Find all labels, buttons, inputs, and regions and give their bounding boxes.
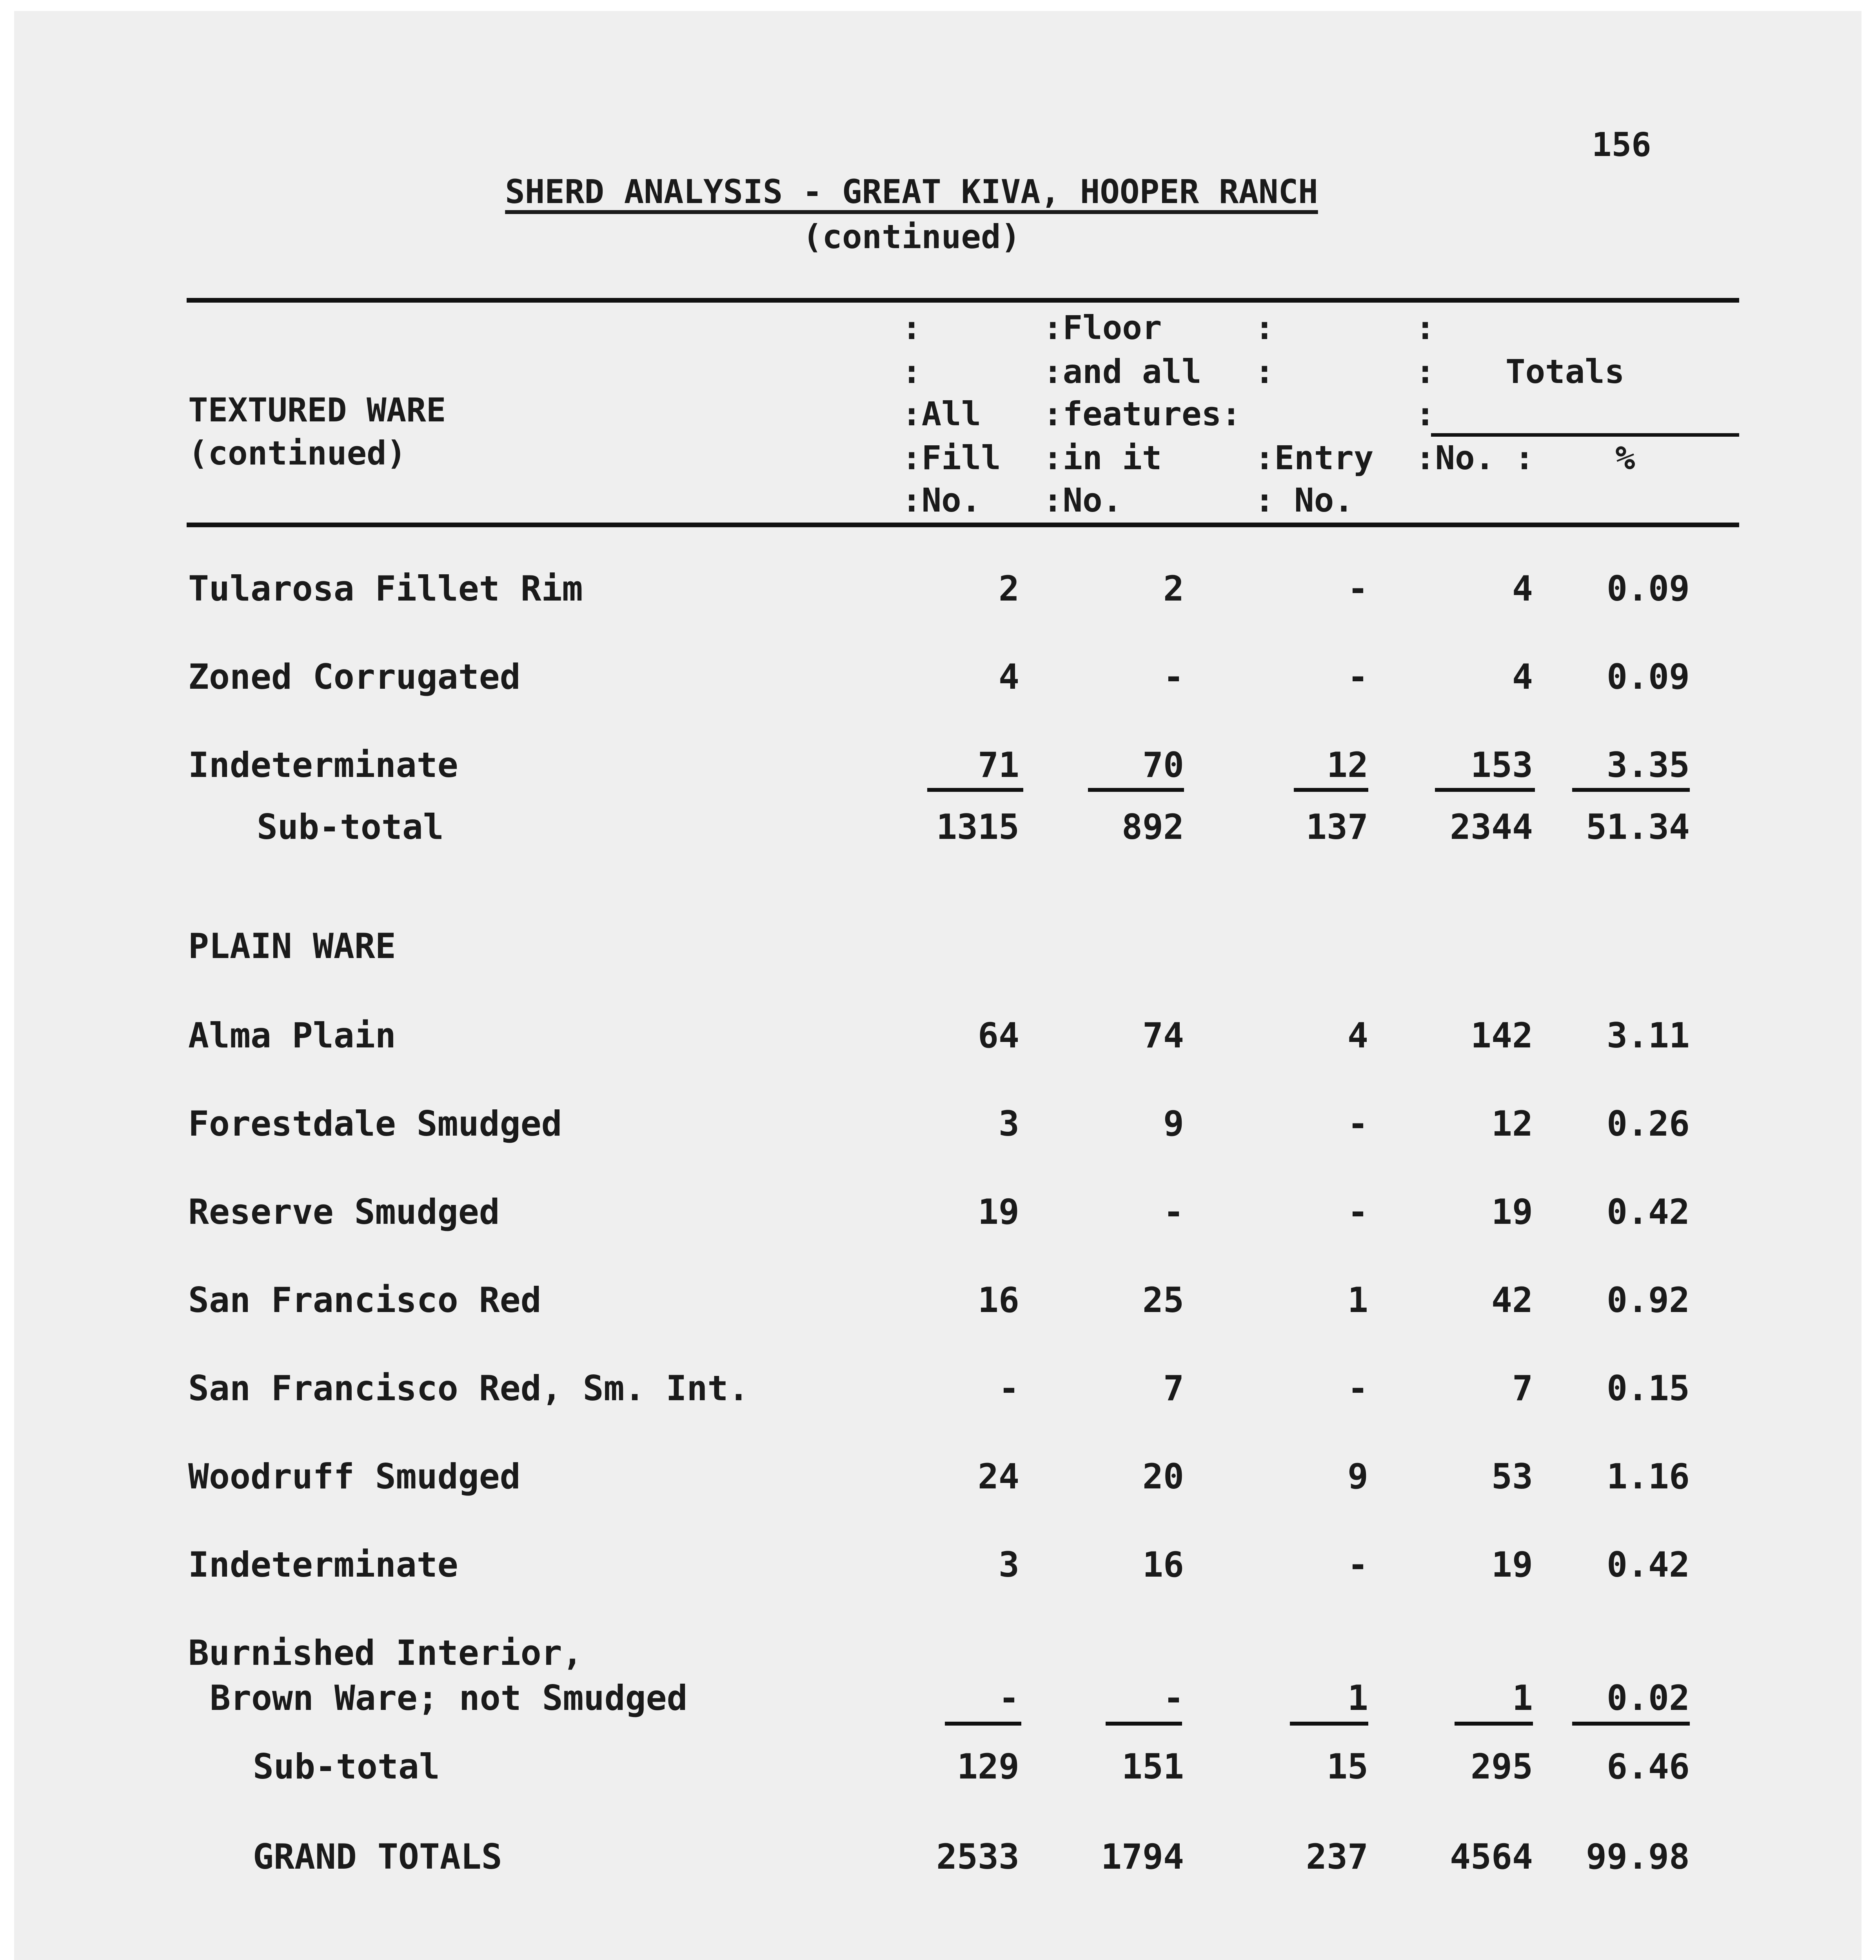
cell-floor: -	[1163, 1192, 1184, 1232]
cell-floor: 7	[1163, 1368, 1184, 1408]
header-col-floor-2: :features:	[1043, 395, 1241, 433]
row-label: San Francisco Red	[188, 1280, 541, 1320]
cell-total-pct: 51.34	[1586, 807, 1690, 847]
subtotal-underline-fill	[945, 1722, 1021, 1726]
cell-total-pct: 3.11	[1607, 1015, 1690, 1056]
cell-total-pct: 0.09	[1607, 568, 1690, 609]
cell-total-no: 42	[1491, 1280, 1533, 1320]
cell-floor: 2	[1163, 568, 1184, 609]
cell-total-pct: 0.42	[1607, 1544, 1690, 1585]
subtotal-underline-floor	[1088, 788, 1184, 792]
page-subtitle: (continued)	[802, 218, 1021, 256]
header-col-floor-1: :and all	[1043, 352, 1202, 391]
page-title	[0, 172, 1823, 211]
header-totals-label: Totals	[1506, 352, 1625, 391]
cell-entry: -	[1348, 1192, 1368, 1232]
cell-entry: -	[1348, 657, 1368, 697]
cell-entry: 237	[1306, 1837, 1368, 1877]
title-text: SHERD ANALYSIS - GREAT KIVA, HOOPER RANCH	[505, 172, 1318, 211]
cell-total-no: 7	[1512, 1368, 1533, 1408]
cell-floor: 1794	[1101, 1837, 1184, 1877]
cell-entry: -	[1348, 1103, 1368, 1144]
cell-total-no: 19	[1491, 1192, 1533, 1232]
cell-fill: 3	[999, 1103, 1019, 1144]
header-col-entry-1: : No.	[1255, 481, 1354, 519]
subtotal-underline-entry	[1294, 788, 1368, 792]
cell-total-no: 4	[1512, 657, 1533, 697]
cell-fill: 2	[999, 568, 1019, 609]
cell-fill: 1315	[936, 807, 1019, 847]
row-label: Tularosa Fillet Rim	[188, 568, 583, 609]
cell-total-pct: 0.15	[1607, 1368, 1690, 1408]
header-col-entry-0: :Entry	[1255, 439, 1374, 477]
cell-floor: 151	[1122, 1746, 1184, 1787]
row-label-line-2: Brown Ware; not Smudged	[210, 1678, 688, 1718]
table-top-rule	[187, 298, 1739, 303]
cell-fill: 4	[999, 657, 1019, 697]
cell-entry: 9	[1348, 1456, 1368, 1497]
cell-entry: -	[1348, 1368, 1368, 1408]
cell-total-pct: 0.26	[1607, 1103, 1690, 1144]
row-label: Forestdale Smudged	[188, 1103, 562, 1144]
header-section-sublabel: (continued)	[188, 434, 407, 472]
header-col-totals-no: :No. :	[1415, 439, 1535, 477]
cell-fill: 24	[978, 1456, 1019, 1497]
cell-total-pct: 0.02	[1607, 1678, 1690, 1718]
cell-total-pct: 0.42	[1607, 1192, 1690, 1232]
row-label: Alma Plain	[188, 1015, 396, 1056]
cell-fill: 64	[978, 1015, 1019, 1056]
header-section-label: TEXTURED WARE	[188, 391, 446, 429]
cell-floor: -	[1163, 1678, 1184, 1718]
row-label: Indeterminate	[188, 1544, 458, 1585]
cell-fill: 19	[978, 1192, 1019, 1232]
cell-floor: 74	[1142, 1015, 1184, 1056]
header-col-totals-colon-0: :	[1415, 309, 1435, 347]
row-label: Sub-total	[257, 807, 444, 847]
row-label: Indeterminate	[188, 745, 458, 785]
cell-floor: 9	[1163, 1103, 1184, 1144]
cell-entry: 15	[1327, 1746, 1368, 1787]
header-col-floor-4: :No.	[1043, 481, 1122, 519]
header-col-fill-4: :No.	[902, 481, 981, 519]
cell-total-no: 4	[1512, 568, 1533, 609]
header-col-fill-3: :Fill	[902, 439, 1001, 477]
cell-total-no: 153	[1471, 745, 1533, 785]
subtotal-underline-fill	[927, 788, 1023, 792]
header-col-totals-pct: %	[1615, 439, 1635, 477]
subtotal-underline-entry	[1290, 1722, 1368, 1726]
cell-total-no: 12	[1491, 1103, 1533, 1144]
row-label: Reserve Smudged	[188, 1192, 500, 1232]
subtotal-underline-no	[1435, 788, 1535, 792]
header-col-fill-2: :All	[902, 395, 981, 433]
cell-total-pct: 0.92	[1607, 1280, 1690, 1320]
cell-total-pct: 99.98	[1586, 1837, 1690, 1877]
cell-total-pct: 0.09	[1607, 657, 1690, 697]
cell-fill: 71	[978, 745, 1019, 785]
cell-entry: 1	[1348, 1678, 1368, 1718]
page-number: 156	[1592, 125, 1651, 164]
subtotal-underline-no	[1455, 1722, 1533, 1726]
subtotal-underline-pct	[1572, 788, 1690, 792]
cell-floor: 16	[1142, 1544, 1184, 1585]
row-label-line-1: Burnished Interior,	[188, 1633, 583, 1673]
cell-entry: -	[1348, 568, 1368, 609]
cell-total-pct: 6.46	[1607, 1746, 1690, 1787]
cell-floor: 25	[1142, 1280, 1184, 1320]
cell-total-no: 19	[1491, 1544, 1533, 1585]
cell-entry: 12	[1327, 745, 1368, 785]
row-label: Woodruff Smudged	[188, 1456, 521, 1497]
cell-floor: -	[1163, 657, 1184, 697]
header-col-fill-0: :	[902, 309, 922, 347]
cell-total-no: 1	[1512, 1678, 1533, 1718]
cell-fill: -	[999, 1678, 1019, 1718]
cell-total-no: 2344	[1450, 807, 1533, 847]
header-col-fill-1: :	[902, 352, 922, 391]
cell-floor: 70	[1142, 745, 1184, 785]
cell-entry: 1	[1348, 1280, 1368, 1320]
header-col-entry-colon-0: :	[1255, 309, 1275, 347]
cell-entry: -	[1348, 1544, 1368, 1585]
row-label: GRAND TOTALS	[253, 1837, 502, 1877]
cell-floor: 892	[1122, 807, 1184, 847]
header-col-floor-3: :in it	[1043, 439, 1162, 477]
cell-total-no: 142	[1471, 1015, 1533, 1056]
cell-total-pct: 3.35	[1607, 745, 1690, 785]
subtotal-underline-floor	[1106, 1722, 1182, 1726]
cell-fill: -	[999, 1368, 1019, 1408]
cell-fill: 129	[957, 1746, 1019, 1787]
subtotal-underline-pct	[1572, 1722, 1690, 1726]
cell-total-no: 4564	[1450, 1837, 1533, 1877]
section-heading: PLAIN WARE	[188, 926, 396, 966]
header-col-totals-colon-2: :	[1415, 395, 1435, 433]
row-label: San Francisco Red, Sm. Int.	[188, 1368, 749, 1408]
cell-fill: 16	[978, 1280, 1019, 1320]
cell-entry: 137	[1306, 807, 1368, 847]
header-col-entry-colon-1: :	[1255, 352, 1275, 391]
cell-fill: 2533	[936, 1837, 1019, 1877]
row-label: Sub-total	[253, 1746, 440, 1787]
cell-entry: 4	[1348, 1015, 1368, 1056]
cell-fill: 3	[999, 1544, 1019, 1585]
cell-total-no: 295	[1471, 1746, 1533, 1787]
row-label: Zoned Corrugated	[188, 657, 521, 697]
header-bottom-rule	[187, 523, 1739, 527]
cell-total-no: 53	[1491, 1456, 1533, 1497]
header-col-floor-0: :Floor	[1043, 309, 1162, 347]
header-col-totals-colon-1: :	[1415, 352, 1435, 391]
cell-floor: 20	[1142, 1456, 1184, 1497]
cell-total-pct: 1.16	[1607, 1456, 1690, 1497]
